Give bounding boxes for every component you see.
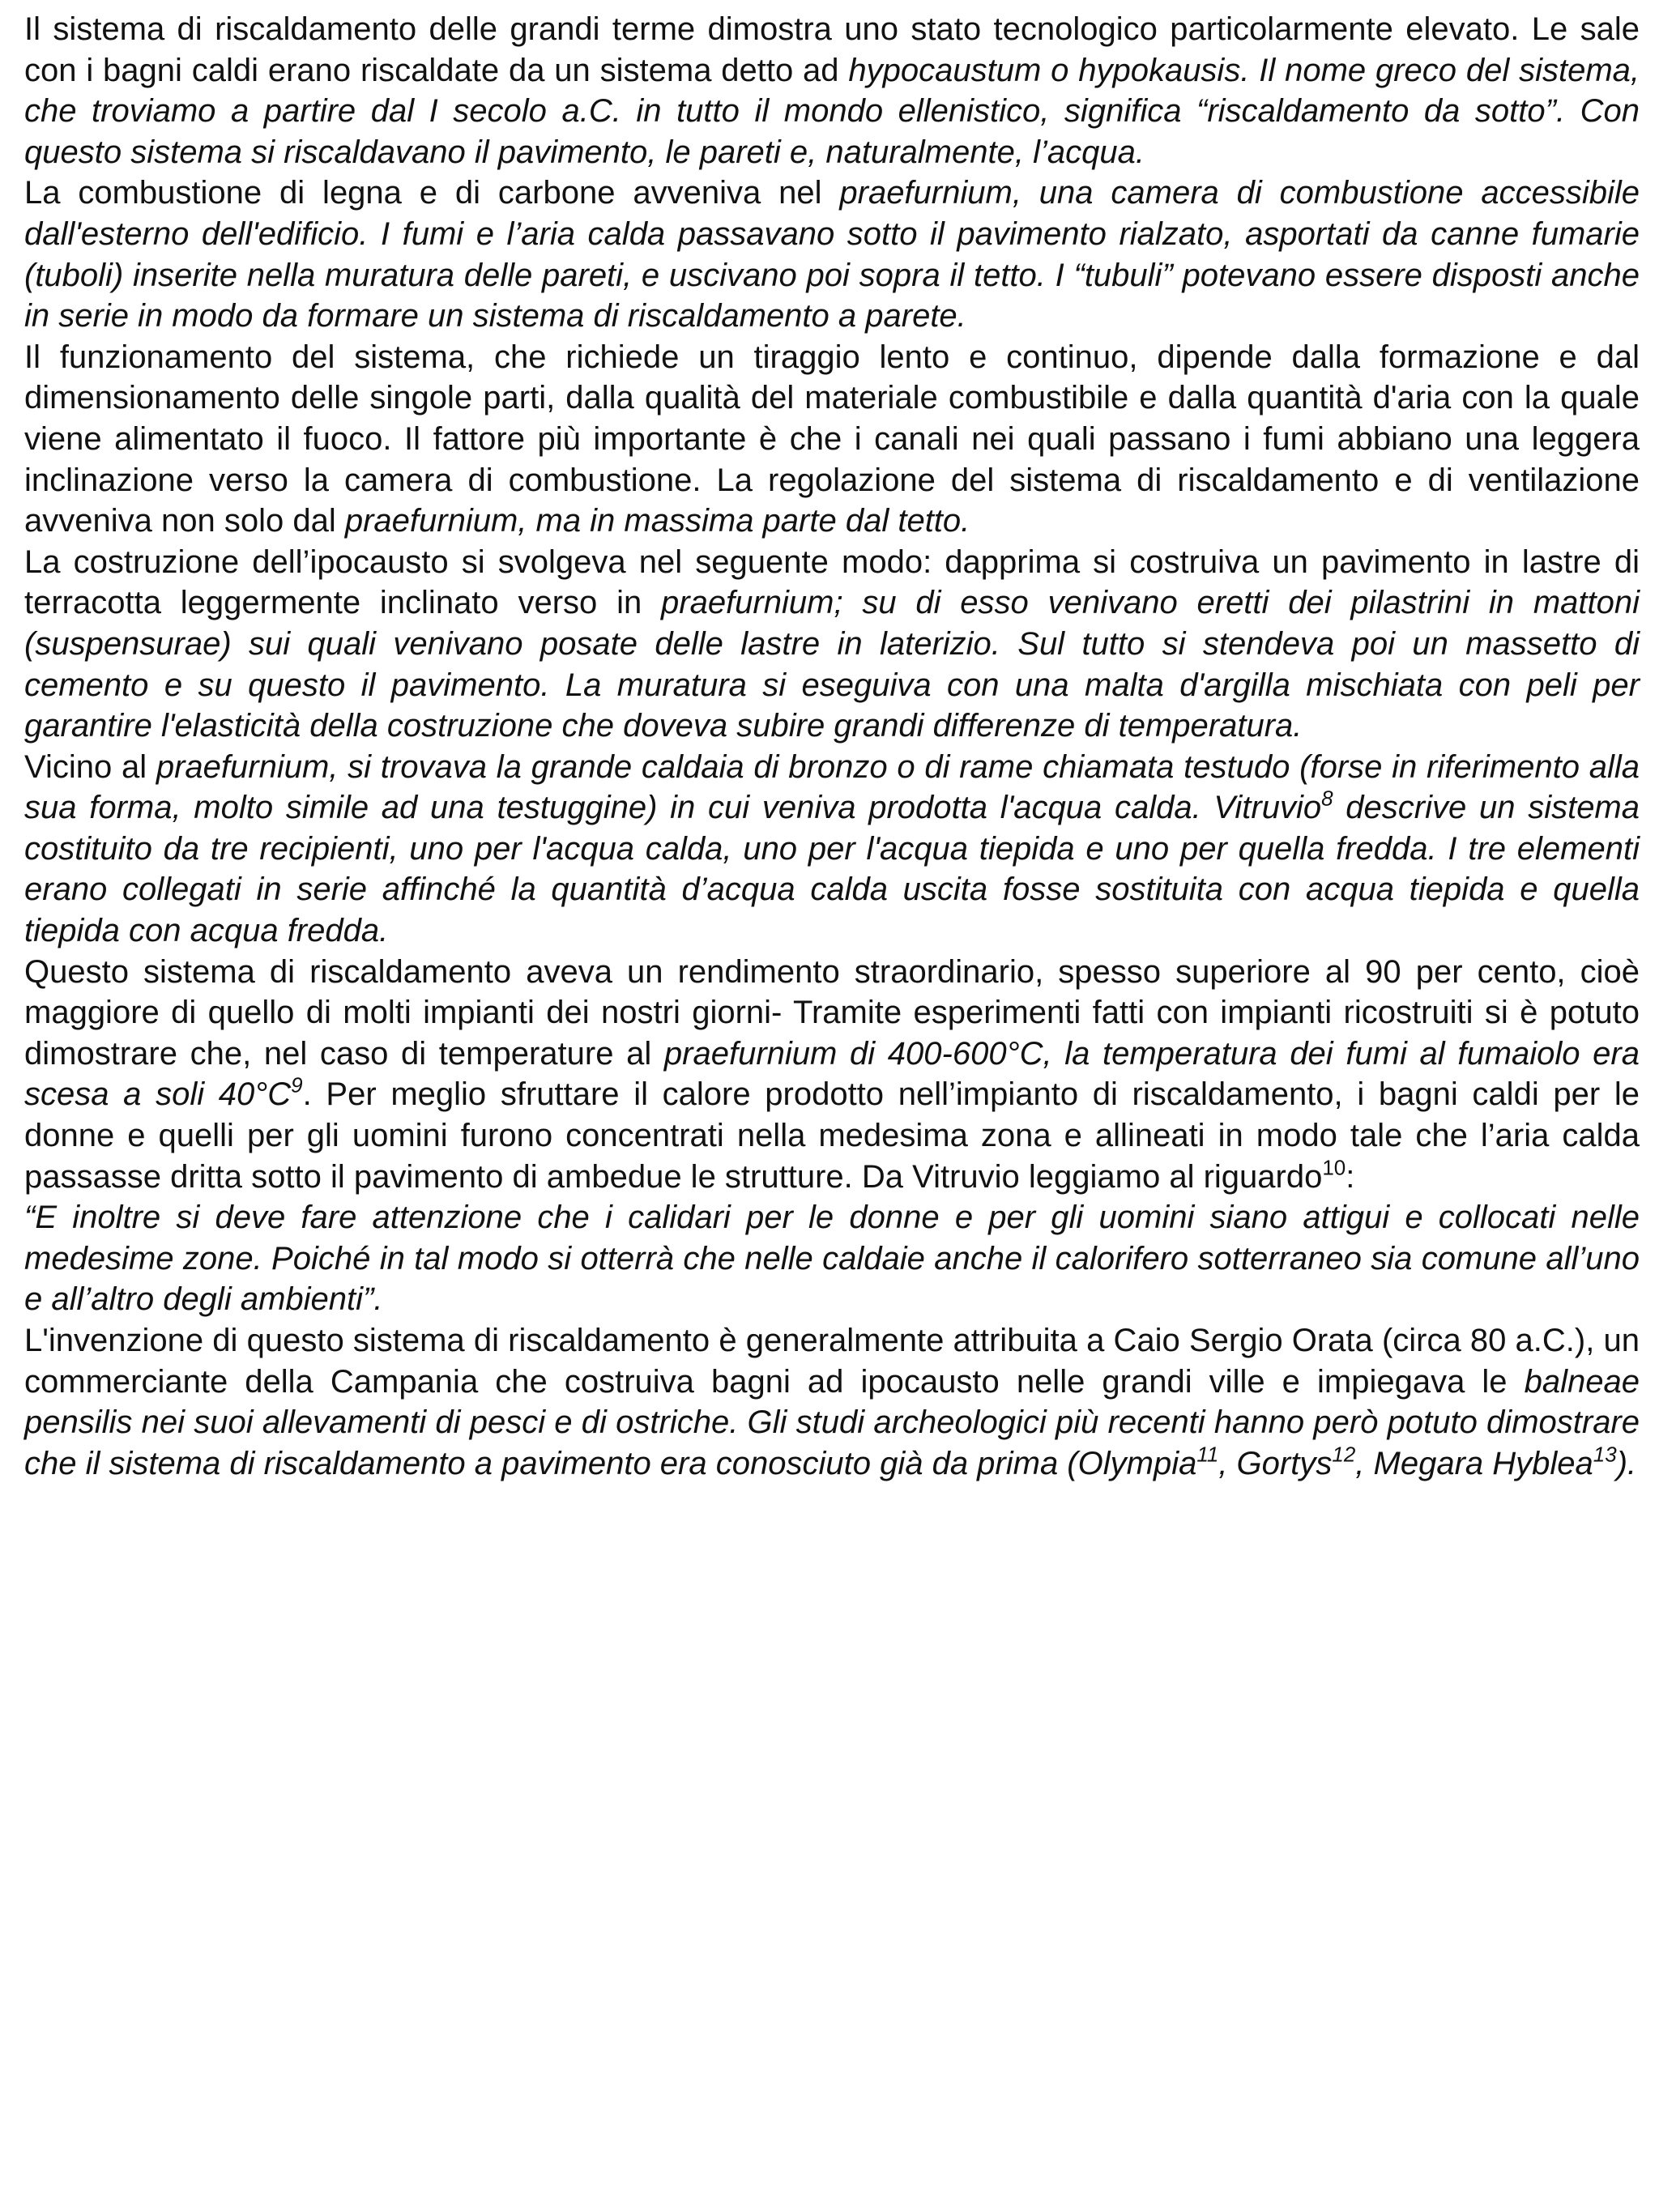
document-body: [24, 9, 1640, 1484]
footnote-reference: 9: [291, 1072, 303, 1097]
body-text: Il funzionamento del sistema, che richiede un tiraggio lento e continuo, dipende dalla formazione e dal dimensionamento delle singole parti, dalla qualità del materiale combustibile e dalla quantità d'aria con la quale viene alimentato il fuoco. Il fattore più importante è che i canali nei quali passano i fumi abbiano una leggera inclinazione verso la camera di combustione. La regolazione del sistema di riscaldamento e di ventilazione avveniva non solo dal: [24, 339, 1640, 539]
footnote-reference: 11: [1196, 1442, 1219, 1467]
italic-text: praefurnium, una camera di combustione accessibile dall'esterno dell'edificio. I fumi e l’aria calda passavano sotto il pavimento rialzato, asportati da canne fumarie (tuboli) inserite nella muratura delle pareti, e uscivano poi sopra il tetto. I “tubuli” potevano essere disposti anche in serie in modo da formare un sistema di riscaldamento a parete.: [24, 175, 1640, 335]
italic-text: , Gortys: [1218, 1445, 1333, 1481]
body-text: Il sistema di riscaldamento delle grandi terme dimostra uno stato tecnologico particolarmente elevato. Le sale con i bagni caldi erano riscaldate da un sistema detto ad: [24, 11, 1640, 88]
italic-text: praefurnium di 400-600°C, la temperatura dei fumi al fumaiolo era scesa a soli 40°C: [24, 1035, 1640, 1113]
italic-text: praefurnium, ma in massima parte dal tetto.: [344, 503, 970, 539]
body-text: . Per meglio sfruttare il calore prodotto nell’impianto di riscaldamento, i bagni caldi per le donne e quelli per gli uomini furono concentrati nella medesima zona e allineati in modo tale che l’aria calda passasse dritta sotto il pavimento di ambedue le strutture. Da Vitruvio leggiamo al riguardo: [24, 1076, 1640, 1195]
footnote-reference: 12: [1332, 1442, 1356, 1467]
paragraph: [24, 747, 1640, 952]
footnote-reference: 13: [1593, 1442, 1617, 1467]
paragraph: [24, 952, 1640, 1198]
italic-text: “E inoltre si deve fare attenzione che i calidari per le donne e per gli uomini siano attigui e collocati nelle medesime zone. Poiché in tal modo si otterrà che nelle caldaie anche il calorifero sotterraneo sia comune all’uno e all’altro degli ambienti”.: [24, 1200, 1640, 1318]
italic-text: ).: [1616, 1445, 1637, 1481]
paragraph: [24, 337, 1640, 542]
paragraph: [24, 173, 1640, 336]
body-text: :: [1346, 1158, 1355, 1195]
italic-text: , Megara Hyblea: [1355, 1445, 1593, 1481]
body-text: L'invenzione di questo sistema di riscaldamento è generalmente attribuita a Caio Sergio Orata (circa 80 a.C.), un commerciante della Campania che costruiva bagni ad ipocausto nelle grandi ville e impiegava le: [24, 1323, 1640, 1400]
italic-text: descrive un sistema costituito da tre recipienti, uno per l'acqua calda, uno per l'acqua tiepida e uno per quella fredda. I tre elementi erano collegati in serie affinché la quantità d’acqua calda uscita fosse sostituita con acqua tiepida e quella tiepida con acqua fredda.: [24, 790, 1640, 949]
paragraph: [24, 9, 1640, 173]
footnote-reference: 8: [1321, 786, 1333, 811]
body-text: La costruzione dell’ipocausto si svolgeva nel seguente modo: dapprima si costruiva un pavimento in lastre di terracotta leggermente inclinato verso in: [24, 543, 1640, 621]
paragraph: [24, 1197, 1640, 1320]
paragraph: [24, 542, 1640, 747]
italic-text: balneae pensilis nei suoi allevamenti di pesci e di ostriche. Gli studi archeologici più recenti hanno però potuto dimostrare che il sistema di riscaldamento a pavimento era conosciuto già da prima (Olympia: [24, 1363, 1640, 1481]
italic-text: praefurnium, si trovava la grande caldaia di bronzo o di rame chiamata testudo (forse in riferimento alla sua forma, molto simile ad una testuggine) in cui veniva prodotta l'acqua calda. Vitruvio: [24, 748, 1640, 826]
body-text: Vicino al: [24, 748, 156, 785]
italic-text: praefurnium; su di esso venivano eretti dei pilastrini in mattoni (suspensurae) sui quali venivano posate delle lastre in laterizio. Sul tutto si stendeva poi un massetto di cemento e su questo il pavimento. La muratura si eseguiva con una malta d'argilla mischiata con peli per garantire l'elasticità della costruzione che doveva subire grandi differenze di temperatura.: [24, 585, 1640, 744]
footnote-reference: 10: [1322, 1155, 1346, 1180]
italic-text: hypocaustum o hypokausis. Il nome greco del sistema, che troviamo a partire dal I secolo a.C. in tutto il mondo ellenistico, significa “riscaldamento da sotto”. Con questo sistema si riscaldavano il pavimento, le pareti e, naturalmente, l’acqua.: [24, 52, 1640, 170]
body-text: La combustione di legna e di carbone avveniva nel: [24, 175, 840, 211]
paragraph: [24, 1320, 1640, 1484]
body-text: Questo sistema di riscaldamento aveva un rendimento straordinario, spesso superiore al 90 per cento, cioè maggiore di quello di molti impianti dei nostri giorni- Tramite esperimenti fatti con impianti ricostruiti si è potuto dimostrare che, nel caso di temperature al: [24, 953, 1640, 1072]
